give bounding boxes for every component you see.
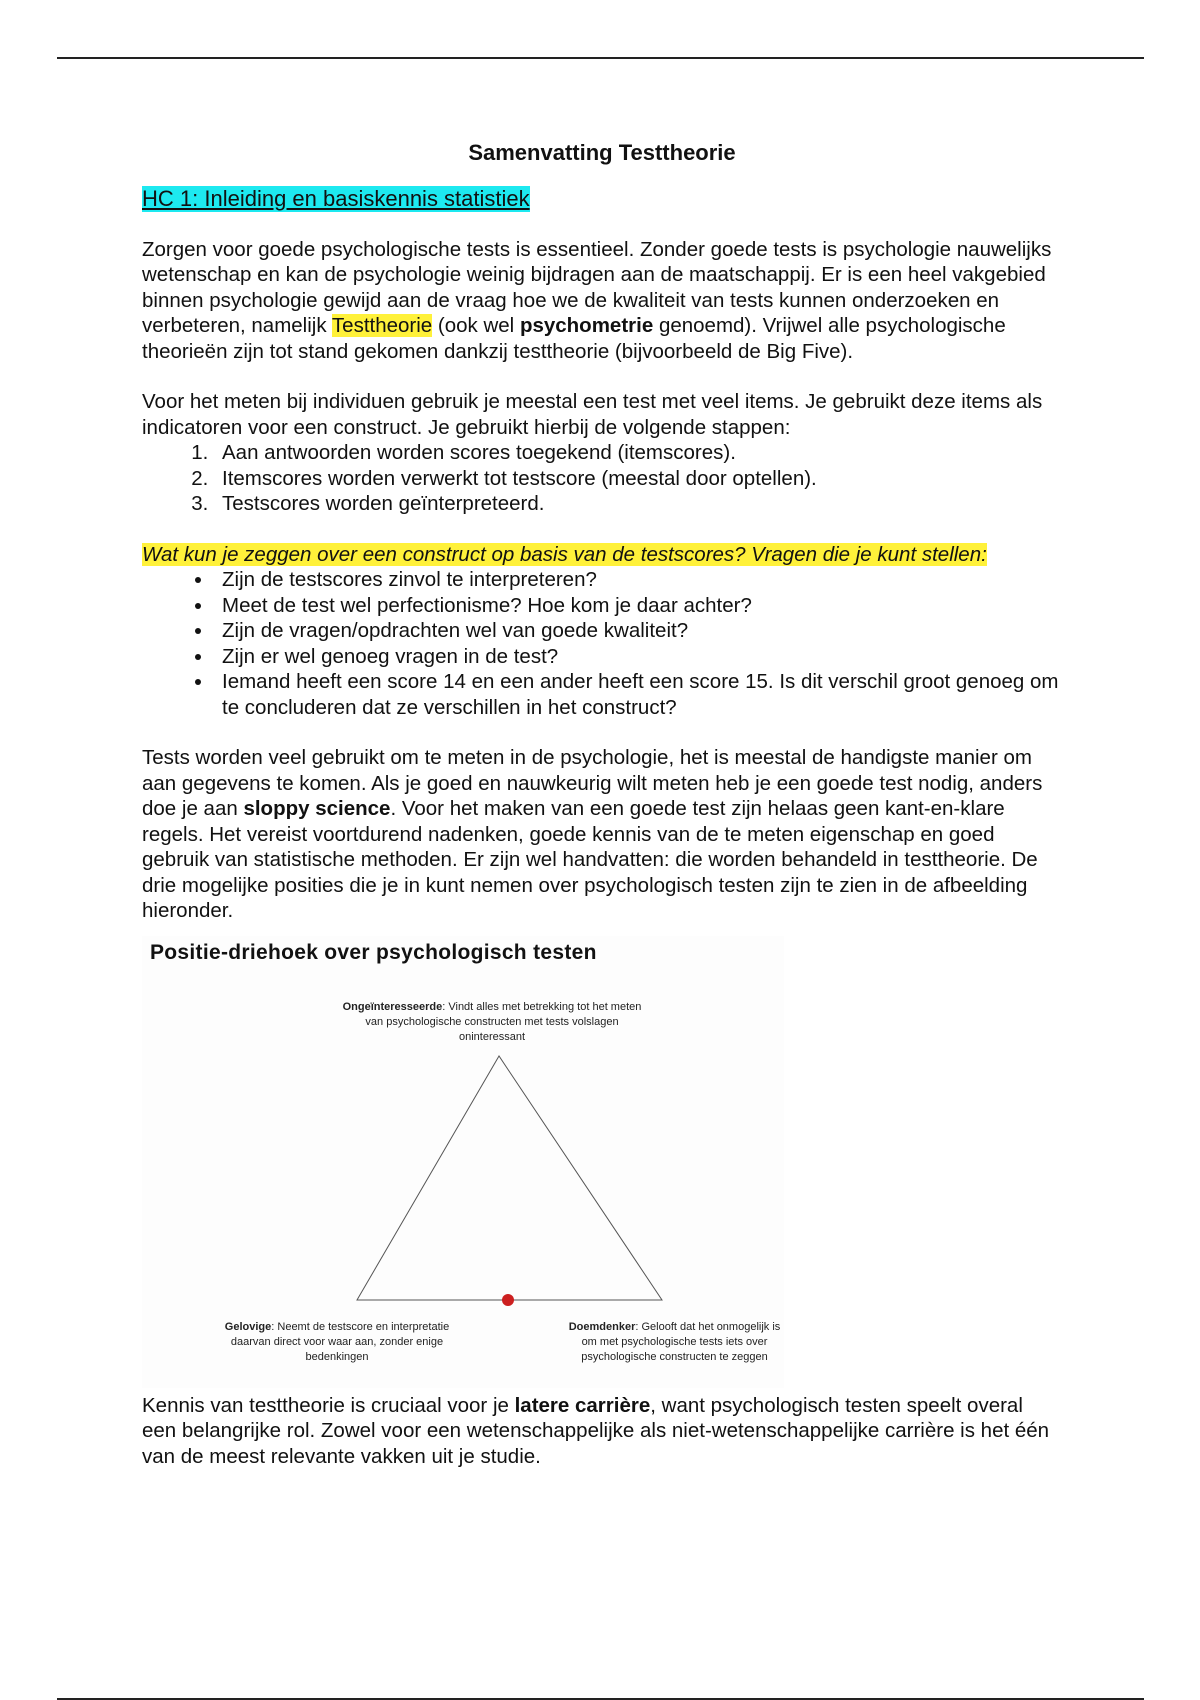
career-paragraph: [142, 1393, 1062, 1470]
bold-term: sloppy science: [243, 797, 391, 820]
intro-paragraph: [142, 237, 1062, 365]
measurement-paragraph: Voor het meten bij individuen gebruik je meestal een test met veel items. Je gebruikt deze items als indicatoren voor een construct. Je gebruikt hierbij de volgende stappen:: [142, 390, 1043, 439]
document-title: Samenvatting Testtheorie: [468, 140, 736, 165]
figure-title: Positie-driehoek over psychologisch testen: [150, 940, 597, 964]
section-heading: HC 1: Inleiding en basiskennis statistiek: [142, 185, 530, 211]
question-heading: [142, 542, 1062, 568]
list-item: 1. Aan antwoorden worden scores toegekend (itemscores).: [214, 440, 1062, 466]
text-run: Zorgen voor goede psychologische tests is essentieel. Zonder goede tests is psychologie nauwelijks wetenschap en kan de psychologie weinig bijdragen aan de maatschappij. Er is een heel vakgebied binnen psychologie gewijd aan de vraag hoe we de kwaliteit van tests kunnen onderzoeken en verbeteren, namelijk: [142, 237, 1052, 337]
questions-list: [142, 567, 1062, 720]
label-title: Ongeïnteresseerde: [342, 1000, 443, 1013]
list-item: • Iemand heeft een score 14 en een ander heeft een score 15. Is dit verschil groot genoeg om te concluderen dat ze verschillen in het construct?: [214, 669, 1062, 720]
highlighted-term: Testtheorie: [331, 314, 433, 337]
list-item: • Zijn de vragen/opdrachten wel van goede kwaliteit?: [214, 618, 1062, 644]
bold-term: psychometrie: [519, 314, 654, 337]
list-item: 3. Testscores worden geïnterpreteerd.: [214, 491, 1062, 517]
text-run: (ook wel: [432, 314, 520, 337]
document-body: [142, 140, 1062, 1494]
label-ongeinteresseerde: [337, 1000, 647, 1045]
tests-paragraph: [142, 745, 1062, 924]
text-run: . Voor het maken van een goede test zijn helaas geen kant-en-klare regels. Het vereist voortdurend nadenken, goede kennis van de te meten eigenschap en goed gebruik van statistische methoden. Er zijn wel handvatten: die worden behandeld in testtheorie. De drie mogelijke posities die je in kunt nemen over psychologisch testen zijn te zien in de afbeelding hieronder.: [142, 797, 1038, 922]
highlighted-question: Wat kun je zeggen over een construct op basis van de testscores? Vragen die je kunt stellen:: [142, 542, 987, 566]
label-text: : Neemt de testscore en interpretatie daarvan direct voor waar aan, zonder enige bedenkingen: [230, 1320, 450, 1363]
triangle-shape: [357, 1056, 662, 1300]
label-doemdenker: [562, 1320, 787, 1365]
steps-list: [142, 440, 1062, 517]
list-item: • Meet de test wel perfectionisme? Hoe kom je daar achter?: [214, 593, 1062, 619]
top-rule: [57, 57, 1144, 59]
text-run: , want psychologisch testen speelt overal een belangrijke rol. Zowel voor een wetenschappelijke als niet-wetenschappelijke carrière is het één van de meest relevante vakken uit je studie.: [142, 1393, 1050, 1468]
label-text: : Gelooft dat het onmogelijk is om met psychologische tests iets over psychologische constructen te zeggen: [581, 1320, 781, 1363]
list-item: • Zijn er wel genoeg vragen in de test?: [214, 644, 1062, 670]
label-text: : Vindt alles met betrekking tot het meten van psychologische constructen met tests volslagen oninteressant: [365, 1000, 642, 1043]
list-item: • Zijn de testscores zinvol te interpreteren?: [214, 567, 1062, 593]
position-triangle-figure: [142, 936, 784, 1388]
label-title: Doemdenker: [568, 1320, 636, 1333]
text-run: genoemd). Vrijwel alle psychologische theorieën zijn tot stand gekomen dankzij testtheorie (bijvoorbeeld de Big Five).: [142, 314, 1006, 363]
text-run: Kennis van testtheorie is cruciaal voor je: [142, 1393, 515, 1417]
text-run: Tests worden veel gebruikt om te meten in de psychologie, het is meestal de handigste manier om aan gegevens te komen. Als je goed en nauwkeurig wilt meten heb je een goede test nodig, anders doe je aan: [142, 746, 1043, 820]
label-gelovige: [222, 1320, 452, 1365]
bold-term: latere carrière: [514, 1393, 651, 1417]
label-title: Gelovige: [224, 1320, 272, 1333]
position-dot: [502, 1294, 514, 1306]
list-item: 2. Itemscores worden verwerkt tot testscore (meestal door optellen).: [214, 466, 1062, 492]
